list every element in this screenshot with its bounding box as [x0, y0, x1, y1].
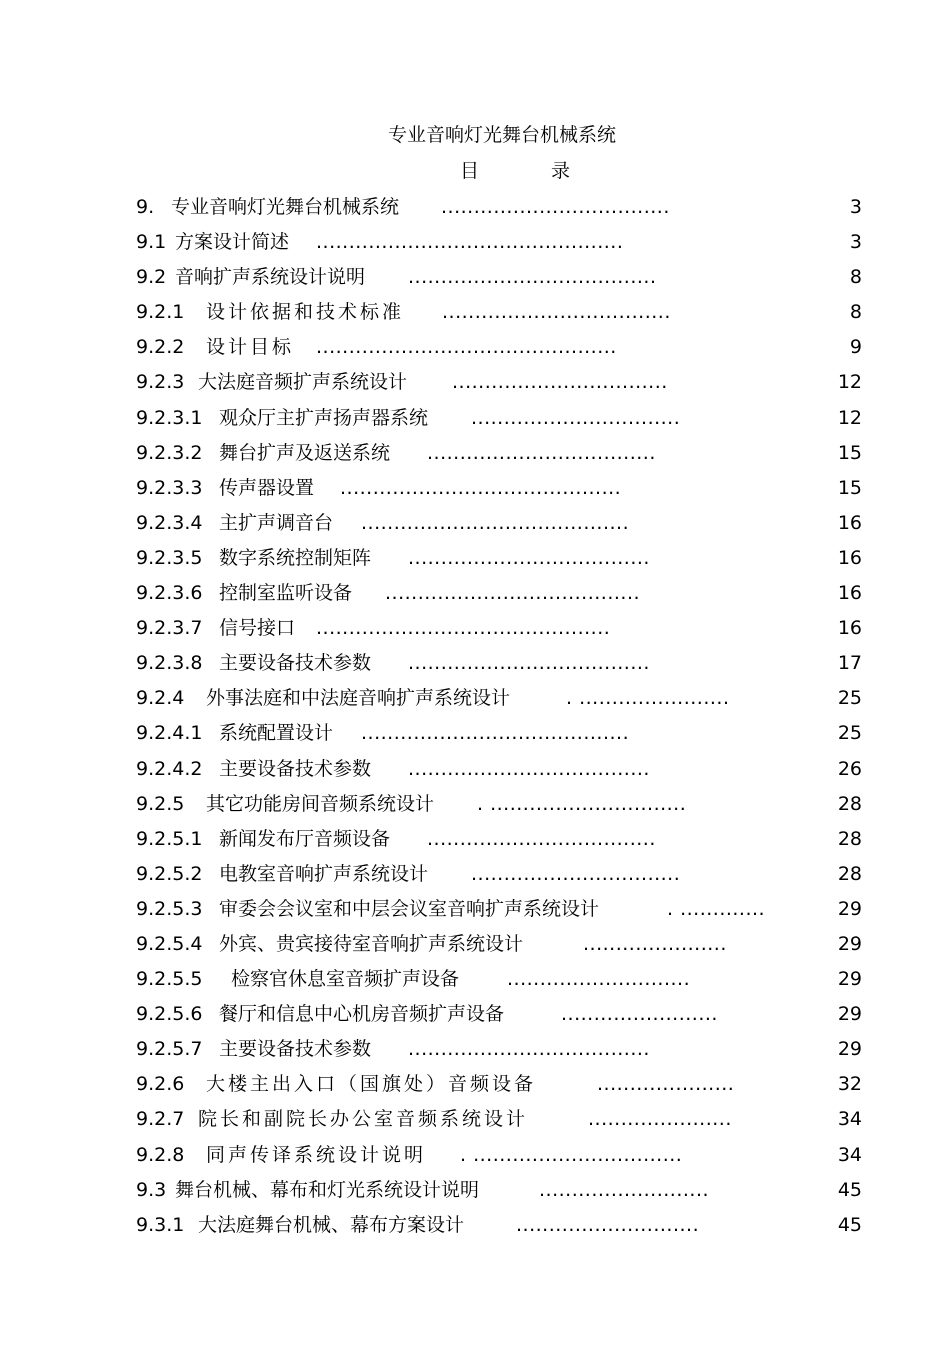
toc-entry-page-number: 29	[837, 897, 862, 920]
toc-dot-leader: ...................................	[427, 441, 656, 464]
toc-dot-leader: . ................................	[460, 1143, 683, 1166]
toc-entry-number: 9.2.3.5	[136, 546, 203, 569]
toc-entry-page-number: 15	[837, 441, 862, 464]
toc-entry-page-number: 29	[837, 1003, 862, 1026]
toc-entry-label: 设计目标	[206, 336, 295, 359]
toc-entry-number: 9.2.3.1	[136, 406, 203, 429]
toc-entry-number: 9.2.4.2	[136, 757, 203, 780]
toc-entry[interactable]	[136, 580, 862, 615]
toc-entry[interactable]	[136, 264, 862, 299]
toc-dot-leader: ...................................	[441, 196, 670, 218]
toc-dot-leader: .....................................	[408, 546, 650, 569]
toc-entry[interactable]	[136, 1071, 862, 1106]
toc-entry-label: 大法庭舞台机械、幕布方案设计	[198, 1213, 465, 1236]
toc-entry-number: 9.2.2	[136, 336, 185, 359]
toc-entry-label: 方案设计简述	[175, 231, 290, 254]
toc-entry[interactable]	[136, 1142, 862, 1177]
toc-dot-leader: .................................	[452, 371, 668, 394]
toc-entry-label: 外宾、贵宾接待室音响扩声系统设计	[219, 932, 524, 955]
toc-entry-page-number: 34	[837, 1143, 862, 1166]
toc-entry[interactable]	[136, 1212, 862, 1247]
toc-entry-number: 9.2.3.2	[136, 441, 203, 464]
toc-dot-leader: . .............	[667, 897, 766, 920]
toc-entry-number: 9.2.3.4	[136, 511, 203, 534]
toc-dot-leader: ........................	[561, 1003, 718, 1026]
toc-entry-number: 9.2.3.7	[136, 617, 203, 640]
toc-entry-label: 控制室监听设备	[219, 582, 353, 605]
toc-dot-leader: .........................................	[361, 722, 630, 745]
toc-entry-number: 9.2.3	[136, 371, 185, 394]
toc-entry[interactable]	[136, 1001, 862, 1036]
toc-entry-page-number: 29	[837, 968, 862, 991]
toc-heading	[460, 158, 570, 184]
toc-dot-leader: .........................................	[361, 511, 630, 534]
toc-dot-leader: . .......................	[566, 687, 730, 710]
toc-entry-number: 9.2.5	[136, 792, 185, 815]
toc-entry[interactable]	[136, 826, 862, 861]
toc-entry-page-number: 3	[849, 231, 862, 254]
toc-entry-label: 数字系统控制矩阵	[219, 546, 372, 569]
toc-entry-number: 9.2.5.1	[136, 827, 203, 850]
toc-dot-leader: ................................	[471, 406, 681, 429]
toc-entry-label: 设计依据和技术标准	[206, 301, 405, 324]
toc-dot-leader: .....................	[597, 1073, 735, 1096]
toc-entry[interactable]	[136, 1177, 862, 1212]
toc-dot-leader: ..............................................	[316, 336, 617, 359]
toc-entry-number: 9.2	[136, 266, 167, 289]
toc-entry-page-number: 45	[837, 1213, 862, 1236]
toc-entry-page-number: 15	[837, 476, 862, 499]
toc-dot-leader: ......................................	[408, 266, 657, 289]
toc-entry[interactable]	[136, 405, 862, 440]
toc-dot-leader: .......................................	[385, 582, 641, 605]
toc-entry-number: 9.2.5.2	[136, 862, 203, 885]
toc-entry-label: 主扩声调音台	[219, 511, 334, 534]
toc-entry-label: 音响扩声系统设计说明	[175, 266, 366, 289]
toc-entry-label: 电教室音响扩声系统设计	[219, 862, 429, 885]
toc-entry[interactable]	[136, 194, 862, 229]
toc-entry-page-number: 12	[837, 406, 862, 429]
toc-entry-page-number: 28	[837, 862, 862, 885]
toc-entry-label: 审委会会议室和中层会议室音响扩声系统设计	[219, 897, 600, 920]
toc-entry-page-number: 8	[849, 301, 862, 324]
toc-entry[interactable]	[136, 510, 862, 545]
toc-entry-page-number: 29	[837, 1038, 862, 1061]
toc-dot-leader: ...................................	[442, 301, 671, 324]
toc-entry-page-number: 17	[837, 652, 862, 675]
toc-entry-label: 餐厅和信息中心机房音频扩声设备	[219, 1003, 505, 1026]
toc-dot-leader: ...............................................	[316, 231, 624, 254]
toc-entry[interactable]	[136, 1036, 862, 1071]
toc-dot-leader: ..........................	[539, 1178, 710, 1201]
toc-entry-label: 系统配置设计	[219, 722, 334, 745]
toc-entry-number: 9.2.7	[136, 1108, 185, 1131]
toc-entry-page-number: 28	[837, 792, 862, 815]
toc-entry[interactable]	[136, 545, 862, 580]
toc-entry-label: 新闻发布厅音频设备	[219, 827, 391, 850]
toc-entry-page-number: 32	[837, 1073, 862, 1096]
toc-entry[interactable]	[136, 475, 862, 510]
toc-entry-page-number: 16	[837, 511, 862, 534]
toc-entry-page-number: 16	[837, 582, 862, 605]
toc-entry-number: 9.2.5.3	[136, 897, 203, 920]
toc-heading-left: 目	[460, 160, 480, 182]
toc-entry-number: 9.2.3.8	[136, 652, 203, 675]
toc-entry-number: 9.3	[136, 1178, 167, 1201]
toc-entry-number: 9.3.1	[136, 1213, 185, 1236]
toc-dot-leader: . ..............................	[477, 792, 687, 815]
toc-entry-number: 9.2.5.7	[136, 1038, 203, 1061]
toc-entry-number: 9.2.5.4	[136, 932, 203, 955]
toc-entry[interactable]	[136, 685, 862, 720]
document-title: 专业音响灯光舞台机械系统	[387, 124, 616, 146]
toc-entry-number: 9.2.5.5	[136, 968, 203, 991]
toc-entry-label: 检察官休息室音频扩声设备	[231, 968, 460, 991]
toc-entry-number: 9.	[136, 196, 155, 218]
toc-entry-label: 舞台机械、幕布和灯光系统设计说明	[175, 1178, 480, 1201]
toc-entry-number: 9.2.4.1	[136, 722, 203, 745]
toc-dot-leader: .............................................	[316, 617, 611, 640]
toc-entry-page-number: 8	[849, 266, 862, 289]
toc-entry-number: 9.2.3.3	[136, 476, 203, 499]
toc-entry-label: 同声传译系统设计说明	[206, 1143, 427, 1166]
toc-entry-label: 传声器设置	[219, 476, 315, 499]
toc-entry[interactable]	[136, 1106, 862, 1141]
toc-entry-label: 外事法庭和中法庭音响扩声系统设计	[206, 687, 511, 710]
toc-entry[interactable]	[136, 720, 862, 755]
toc-dot-leader: ................................	[471, 862, 681, 885]
toc-entry-page-number: 34	[837, 1108, 862, 1131]
toc-entry-label: 观众厅主扩声扬声器系统	[219, 406, 429, 429]
toc-entry-number: 9.2.6	[136, 1073, 185, 1096]
toc-entry[interactable]	[136, 861, 862, 896]
toc-entry[interactable]	[136, 966, 862, 1001]
toc-entry-label: 其它功能房间音频系统设计	[206, 792, 435, 815]
toc-entry-label: 大楼主出入口（国旗处）音频设备	[206, 1073, 537, 1096]
toc-entry[interactable]	[136, 791, 862, 826]
toc-entry-label: 主要设备技术参数	[219, 652, 372, 675]
toc-entry-page-number: 3	[849, 196, 862, 218]
toc-entry[interactable]	[136, 299, 862, 334]
toc-entry[interactable]	[136, 896, 862, 931]
toc-entry-page-number: 26	[837, 757, 862, 780]
toc-entry[interactable]	[136, 229, 862, 264]
toc-dot-leader: .....................................	[408, 1038, 650, 1061]
toc-dot-leader: ............................	[507, 968, 691, 991]
table-of-contents	[136, 194, 862, 1247]
toc-entry-label: 舞台扩声及返送系统	[219, 441, 391, 464]
toc-entry[interactable]	[136, 334, 862, 369]
toc-entry-page-number: 28	[837, 827, 862, 850]
toc-dot-leader: ...................................	[427, 827, 656, 850]
toc-entry[interactable]	[136, 615, 862, 650]
toc-entry-page-number: 9	[849, 336, 862, 359]
toc-entry-page-number: 25	[837, 687, 862, 710]
toc-entry-number: 9.2.4	[136, 687, 185, 710]
toc-dot-leader: .....................................	[408, 652, 650, 675]
toc-entry-page-number: 25	[837, 722, 862, 745]
toc-entry-label: 主要设备技术参数	[219, 1038, 372, 1061]
toc-entry-label: 大法庭音频扩声系统设计	[198, 371, 408, 394]
toc-dot-leader: ......................	[588, 1108, 732, 1131]
toc-entry[interactable]	[136, 440, 862, 475]
toc-dot-leader: .....................................	[408, 757, 650, 780]
toc-entry[interactable]	[136, 931, 862, 966]
toc-entry-number: 9.2.5.6	[136, 1003, 203, 1026]
toc-entry-label: 专业音响灯光舞台机械系统	[171, 196, 400, 218]
toc-entry[interactable]	[136, 650, 862, 685]
toc-entry-label: 院长和副院长办公室音频系统设计	[198, 1108, 529, 1131]
toc-entry-number: 9.2.3.6	[136, 582, 203, 605]
toc-entry-label: 信号接口	[219, 617, 296, 640]
toc-entry-page-number: 12	[837, 371, 862, 394]
toc-heading-right: 录	[550, 160, 570, 182]
toc-entry-label: 主要设备技术参数	[219, 757, 372, 780]
toc-entry[interactable]	[136, 756, 862, 791]
toc-entry-page-number: 16	[837, 617, 862, 640]
toc-entry-page-number: 29	[837, 932, 862, 955]
toc-entry-number: 9.2.8	[136, 1143, 185, 1166]
toc-entry-number: 9.2.1	[136, 301, 185, 324]
toc-dot-leader: ............................	[516, 1213, 700, 1236]
toc-entry-number: 9.1	[136, 231, 167, 254]
toc-dot-leader: ......................	[583, 932, 727, 955]
toc-entry-page-number: 45	[837, 1178, 862, 1201]
toc-dot-leader: ...........................................	[340, 476, 622, 499]
toc-entry-page-number: 16	[837, 546, 862, 569]
toc-entry[interactable]	[136, 369, 862, 404]
